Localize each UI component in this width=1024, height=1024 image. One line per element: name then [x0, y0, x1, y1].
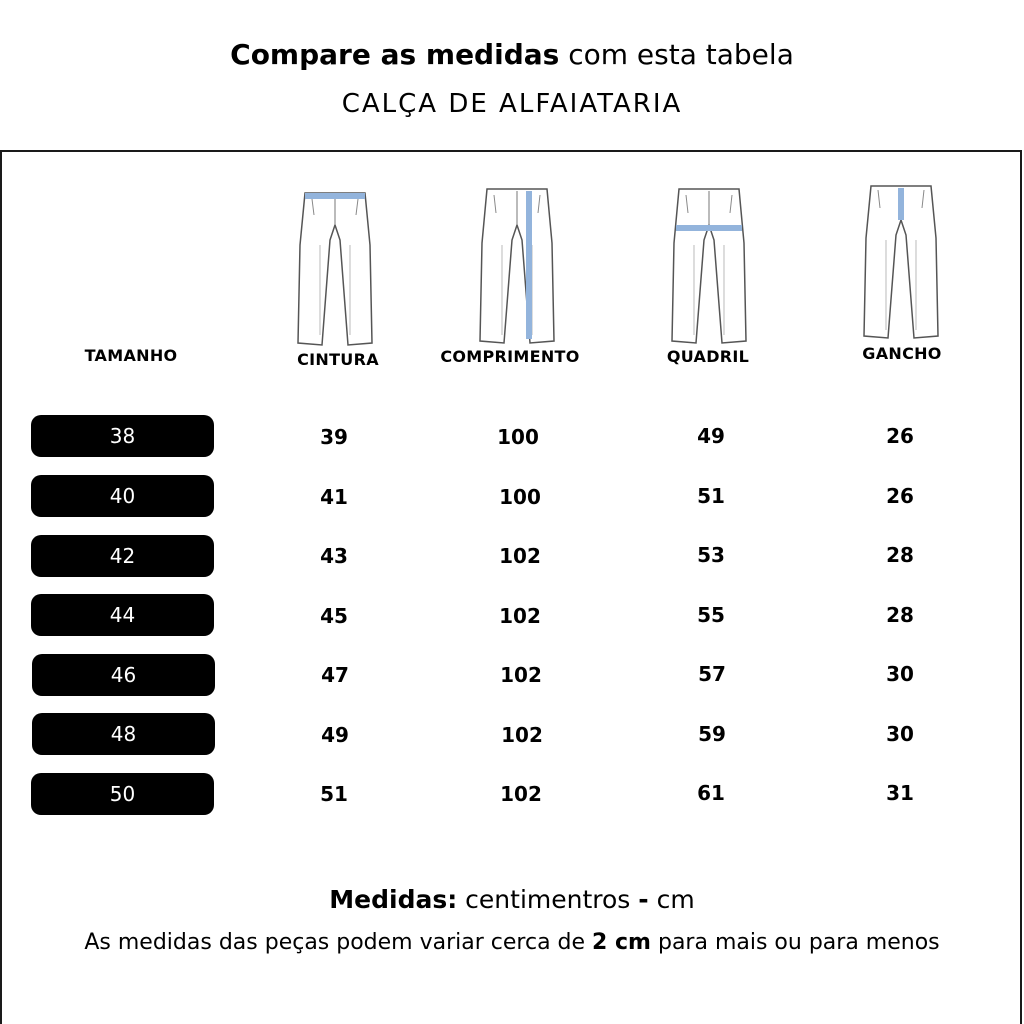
pants-rise-icon [856, 180, 946, 350]
rise-value: 31 [886, 781, 914, 805]
rise-value: 28 [886, 603, 914, 627]
waist-value: 51 [320, 782, 348, 806]
waist-value: 47 [321, 663, 349, 687]
hip-value: 49 [697, 424, 725, 448]
length-value: 102 [499, 604, 541, 628]
hip-value: 59 [698, 722, 726, 746]
title-bold: Compare as medidas [230, 38, 560, 71]
size-badge: 42 [31, 535, 214, 577]
size-badge: 46 [32, 654, 215, 696]
hip-value: 57 [698, 662, 726, 686]
hip-value: 55 [697, 603, 725, 627]
size-badge: 40 [31, 475, 214, 517]
units-text: centimentros [465, 885, 631, 914]
waist-value: 43 [320, 544, 348, 568]
length-value: 102 [501, 723, 543, 747]
length-value: 102 [500, 782, 542, 806]
units-note [0, 882, 1024, 918]
product-name: CALÇA DE ALFAIATARIA [341, 89, 683, 119]
column-header-waist: CINTURA [297, 350, 379, 369]
column-header-length: COMPRIMENTO [440, 347, 580, 366]
waist-value: 41 [320, 485, 348, 509]
rise-value: 26 [886, 484, 914, 508]
hip-value: 51 [697, 484, 725, 508]
length-value: 100 [497, 425, 539, 449]
size-badge: 38 [31, 415, 214, 457]
waist-value: 49 [321, 723, 349, 747]
units-dash: - [638, 885, 649, 914]
variation-note-amount: 2 cm [592, 930, 651, 955]
pants-hip-icon [664, 185, 754, 355]
waist-value: 39 [320, 425, 348, 449]
title-regular: com esta tabela [568, 38, 794, 71]
pants-waist-icon [290, 185, 380, 355]
rise-value: 28 [886, 543, 914, 567]
hip-value: 53 [697, 543, 725, 567]
rise-value: 30 [886, 662, 914, 686]
pants-length-icon [472, 185, 562, 355]
column-header-hip: QUADRIL [666, 347, 750, 366]
units-label: Medidas: [329, 885, 458, 914]
variation-note [0, 926, 1024, 960]
length-value: 100 [499, 485, 541, 509]
variation-note-before: As medidas das peças podem variar cerca de [84, 930, 586, 955]
variation-note-after: para mais ou para menos [657, 930, 940, 955]
rise-value: 30 [886, 722, 914, 746]
page-title [0, 36, 1024, 74]
units-abbr: cm [656, 885, 695, 914]
hip-value: 61 [697, 781, 725, 805]
length-value: 102 [500, 663, 542, 687]
size-badge: 44 [31, 594, 214, 636]
waist-value: 45 [320, 604, 348, 628]
column-header-size: TAMANHO [84, 346, 178, 365]
rise-value: 26 [886, 424, 914, 448]
column-header-rise: GANCHO [862, 344, 942, 363]
length-value: 102 [499, 544, 541, 568]
size-badge: 50 [31, 773, 214, 815]
size-badge: 48 [32, 713, 215, 755]
